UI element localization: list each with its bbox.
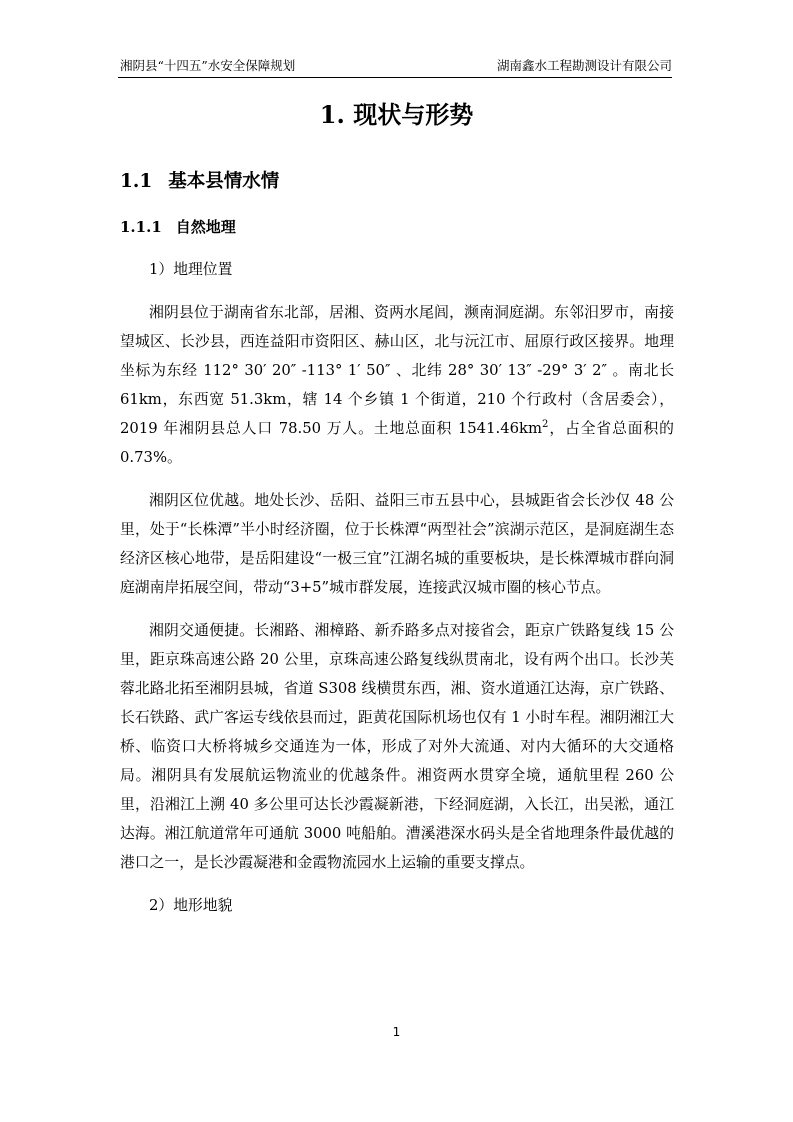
- page-number: 1: [392, 1025, 401, 1039]
- header-document-title: 湘阴县“十四五”水安全保障规划: [120, 58, 296, 73]
- paragraph-location: [120, 298, 674, 472]
- body-content: [120, 255, 674, 934]
- paragraph-advantage: 湘阴区位优越。地处长沙、岳阳、益阳三市五县中心，县城距省会长沙仅 48 公里，处于“长株潭”半小时经济圈，位于长株潭“两型社会”滨湖示范区，是洞庭湖生态经济区核心地带，是岳阳建设“一极三宜”江湖名城的重要板块，是长株潭城市群向洞庭湖南岸拓展空间，带动“3+5”城市群发展，连接武汉城市圈的核心节点。: [120, 492, 674, 596]
- superscript-squared: 2: [542, 419, 549, 431]
- section-number: 1.1: [120, 171, 153, 192]
- chapter-title: 1. 现状与形势: [319, 100, 474, 129]
- section-title: 基本县情水情: [168, 171, 280, 192]
- section-heading: [120, 169, 279, 195]
- paragraph-location-tail: ，占全省总面积的 0.73%。: [120, 420, 674, 466]
- paragraph-location-text: 湘阴县位于湖南省东北部，居湘、资两水尾闾，濒南洞庭湖。东邻汨罗市，南接望城区、长沙县，西连益阳市资阳区、赫山区，北与沅江市、屈原行政区接界。地理坐标为东经 112° 30′ 20″ -113° 1′ 50″ 、北纬 28° 30′ 13″ -29° 3′ 2″ 。南北长 61km，东西宽 51.3km，辖 14 个乡镇 1 个街道，210 个行政村（含居委会），2019 年湘阴县总人口 78.50 万人。土地总面积 1541.46km: [120, 304, 674, 437]
- page-header: [118, 57, 672, 78]
- header-company-name: 湖南鑫水工程勘测设计有限公司: [496, 58, 672, 73]
- subsection-number: 1.1.1: [120, 218, 162, 236]
- list-item-topography: 2）地形地貌: [149, 897, 233, 914]
- subsection-heading: [120, 216, 236, 238]
- paragraph-transportation: 湘阴交通便捷。长湘路、湘樟路、新乔路多点对接省会，距京广铁路复线 15 公里，距京珠高速公路 20 公里，京珠高速公路复线纵贯南北，设有两个出口。长沙芙蓉北路北拓至湘阴县城，省道 S308 线横贯东西，湘、资水道通江达海，京广铁路、长石铁路、武广客运专线依县而过，距黄花国际机场也仅有 1 小时车程。湘阴湘江大桥、临资口大桥将城乡交通连为一体，形成了对外大流通、对内大循环的大交通格局。湘阴具有发展航运物流业的优越条件。湘资两水贯穿全境，通航里程 260 公里，沿湘江上溯 40 多公里可达长沙霞凝新港，下经洞庭湖，入长江，出吴淞，通江达海。湘江航道常年可通航 3000 吨船舶。漕溪港深水码头是全省地理条件最优越的港口之一，是长沙霞凝港和金霞物流园水上运输的重要支撑点。: [120, 622, 674, 871]
- subsection-title: 自然地理: [175, 218, 236, 236]
- list-item-geographic-location: 1）地理位置: [149, 261, 233, 278]
